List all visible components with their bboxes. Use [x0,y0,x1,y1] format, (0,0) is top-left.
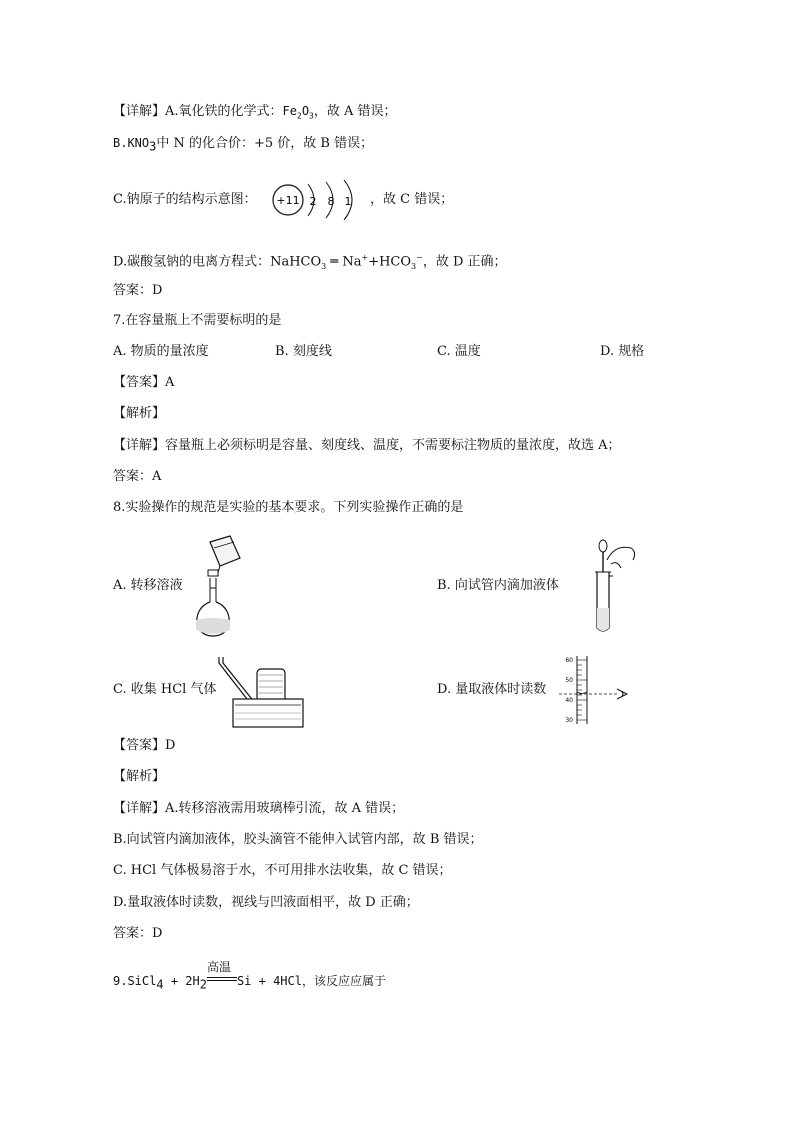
q8-detail-c: C. HCl 气体极易溶于水，不可用排水法收集，故 C 错误； [113,863,452,878]
answer-6: 答案：D [113,283,163,298]
q8-detail-d: D.量取液体时读数，视线与凹液面相平，故 D 正确； [113,895,419,910]
tick-30: 30 [565,717,573,724]
nucleus-charge: +11 [276,194,300,207]
q8-option-b: B. 向试管内滴加液体 [437,578,559,593]
detail-line-a: 【详解】A.氧化铁的化学式：$Fe_2O_3$，故 A 错误； [113,104,397,121]
detail-line-c: C.钠原子的结构示意图： [113,192,257,207]
reaction-arrow [206,960,237,990]
q7-answer: 【答案】A [113,375,175,390]
q7-option-b: B. 刻度线 [275,344,332,359]
q7-final: 答案：A [113,469,162,484]
question-8-stem: 8.实验操作的规范是实验的基本要求。下列实验操作正确的是 [113,500,464,515]
q7-analysis-heading: 【解析】 [113,406,166,421]
gas-collection-figure [215,655,305,731]
q8-option-c: C. 收集 HCl 气体 [113,682,217,697]
question-9-stem: 9.SiCl$_4$ + $2H_2$ 高温 Si + 4HCl，该反应应属于 [113,960,386,992]
detail-line-c-suffix: ，故 C 错误； [370,192,454,207]
q7-option-d: D. 规格 [600,344,645,359]
q7-option-a: A. 物质的量浓度 [113,344,209,359]
q7-detail: 【详解】容量瓶上必须标明是容量、刻度线、温度，不需要标注物质的量浓度，故选 A； [113,438,621,453]
shell-3-count: 1 [344,195,352,208]
detail-line-b: $B.KNO_3$中 N 的化合价：+5 价，故 B 错误； [113,136,374,154]
shell-2-count: 8 [327,195,335,208]
volumetric-flask-transfer-figure [190,534,250,640]
question-7-stem: 7.在容量瓶上不需要标明的是 [113,313,282,328]
dropper-test-tube-figure [585,538,640,636]
q8-answer: 【答案】D [113,738,176,753]
tick-50: 50 [565,677,573,684]
q8-analysis-heading: 【解析】 [113,769,166,784]
q8-final: 答案：D [113,926,163,941]
detail-line-d: D.碳酸氢钠的电离方程式：NaHCO$_3$ ═ $Na^++HCO_3^-$，故 D 正确； [113,253,507,271]
tick-60: 60 [565,657,573,664]
q8-detail-a: 【详解】A.转移溶液需用玻璃棒引流，故 A 错误； [113,801,405,816]
graduated-cylinder-reading-figure [555,654,637,726]
sodium-atom-diagram [268,176,366,224]
q8-option-a: A. 转移溶液 [113,578,183,593]
formula-fe2o3: $Fe_2O_3$ [282,104,314,121]
reaction-condition: 高温 [206,960,231,974]
q7-option-c: C. 温度 [437,344,481,359]
shell-1-count: 2 [309,195,317,208]
tick-40: 40 [565,697,573,704]
q8-detail-b: B.向试管内滴加液体，胶头滴管不能伸入试管内部，故 B 错误； [113,832,483,847]
q8-option-d: D. 量取液体时读数 [437,682,547,697]
